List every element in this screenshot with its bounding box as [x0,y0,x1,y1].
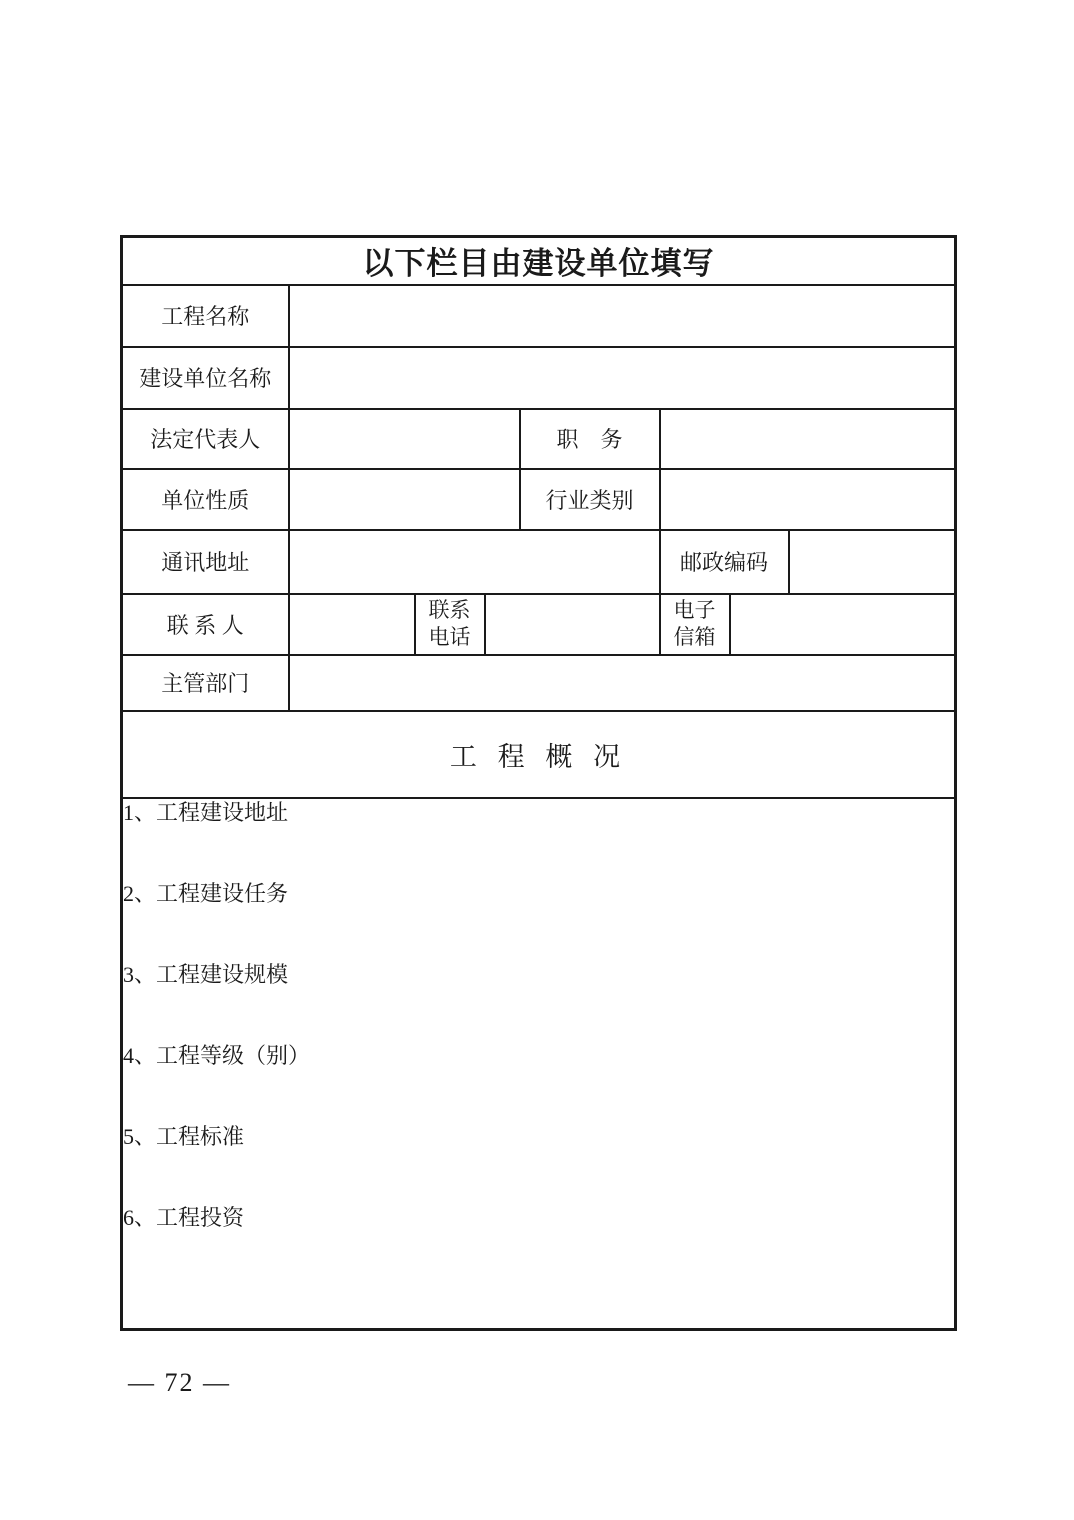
postal-code-label: 邮政编码 [660,530,789,594]
overview-item: 4、工程等级（别） [123,1042,311,1068]
legal-representative-label: 法定代表人 [122,409,289,469]
overview-title: 工 程 概 况 [122,711,956,798]
overview-content-cell [122,798,956,1330]
email-label-line2: 信箱 [673,625,716,649]
contact-phone-value-cell [485,594,660,655]
unit-nature-value-cell [289,469,520,530]
mailing-address-value-cell [289,530,660,594]
overview-item: 1、工程建设地址 [123,799,289,825]
unit-name-value-cell [289,347,956,409]
email-label-line1: 电子 [673,598,716,622]
supervising-department-label: 主管部门 [122,655,289,711]
position-label: 职 务 [520,409,660,469]
overview-item: 2、工程建设任务 [123,880,289,906]
email-label [660,594,730,655]
mailing-address-label: 通讯地址 [122,530,289,594]
project-name-label: 工程名称 [122,285,289,347]
position-value-cell [660,409,956,469]
project-name-value-cell [289,285,956,347]
overview-item: 6、工程投资 [123,1204,245,1230]
contact-phone-label [415,594,485,655]
contact-person-value-cell [289,594,415,655]
contact-phone-label-line1: 联系 [428,598,471,622]
unit-name-label: 建设单位名称 [122,347,289,409]
page-number: — 72 — [128,1368,231,1397]
email-value-cell [730,594,956,655]
supervising-department-value-cell [289,655,956,711]
registration-form-table [120,235,957,1331]
contact-phone-label-line2: 电话 [428,625,471,649]
overview-item: 3、工程建设规模 [123,961,289,987]
legal-representative-value-cell [289,409,520,469]
postal-code-value-cell [789,530,956,594]
contact-person-label: 联 系 人 [122,594,289,655]
industry-category-label: 行业类别 [520,469,660,530]
unit-nature-label: 单位性质 [122,469,289,530]
overview-item: 5、工程标准 [123,1123,245,1149]
form-header: 以下栏目由建设单位填写 [122,237,956,285]
industry-category-value-cell [660,469,956,530]
